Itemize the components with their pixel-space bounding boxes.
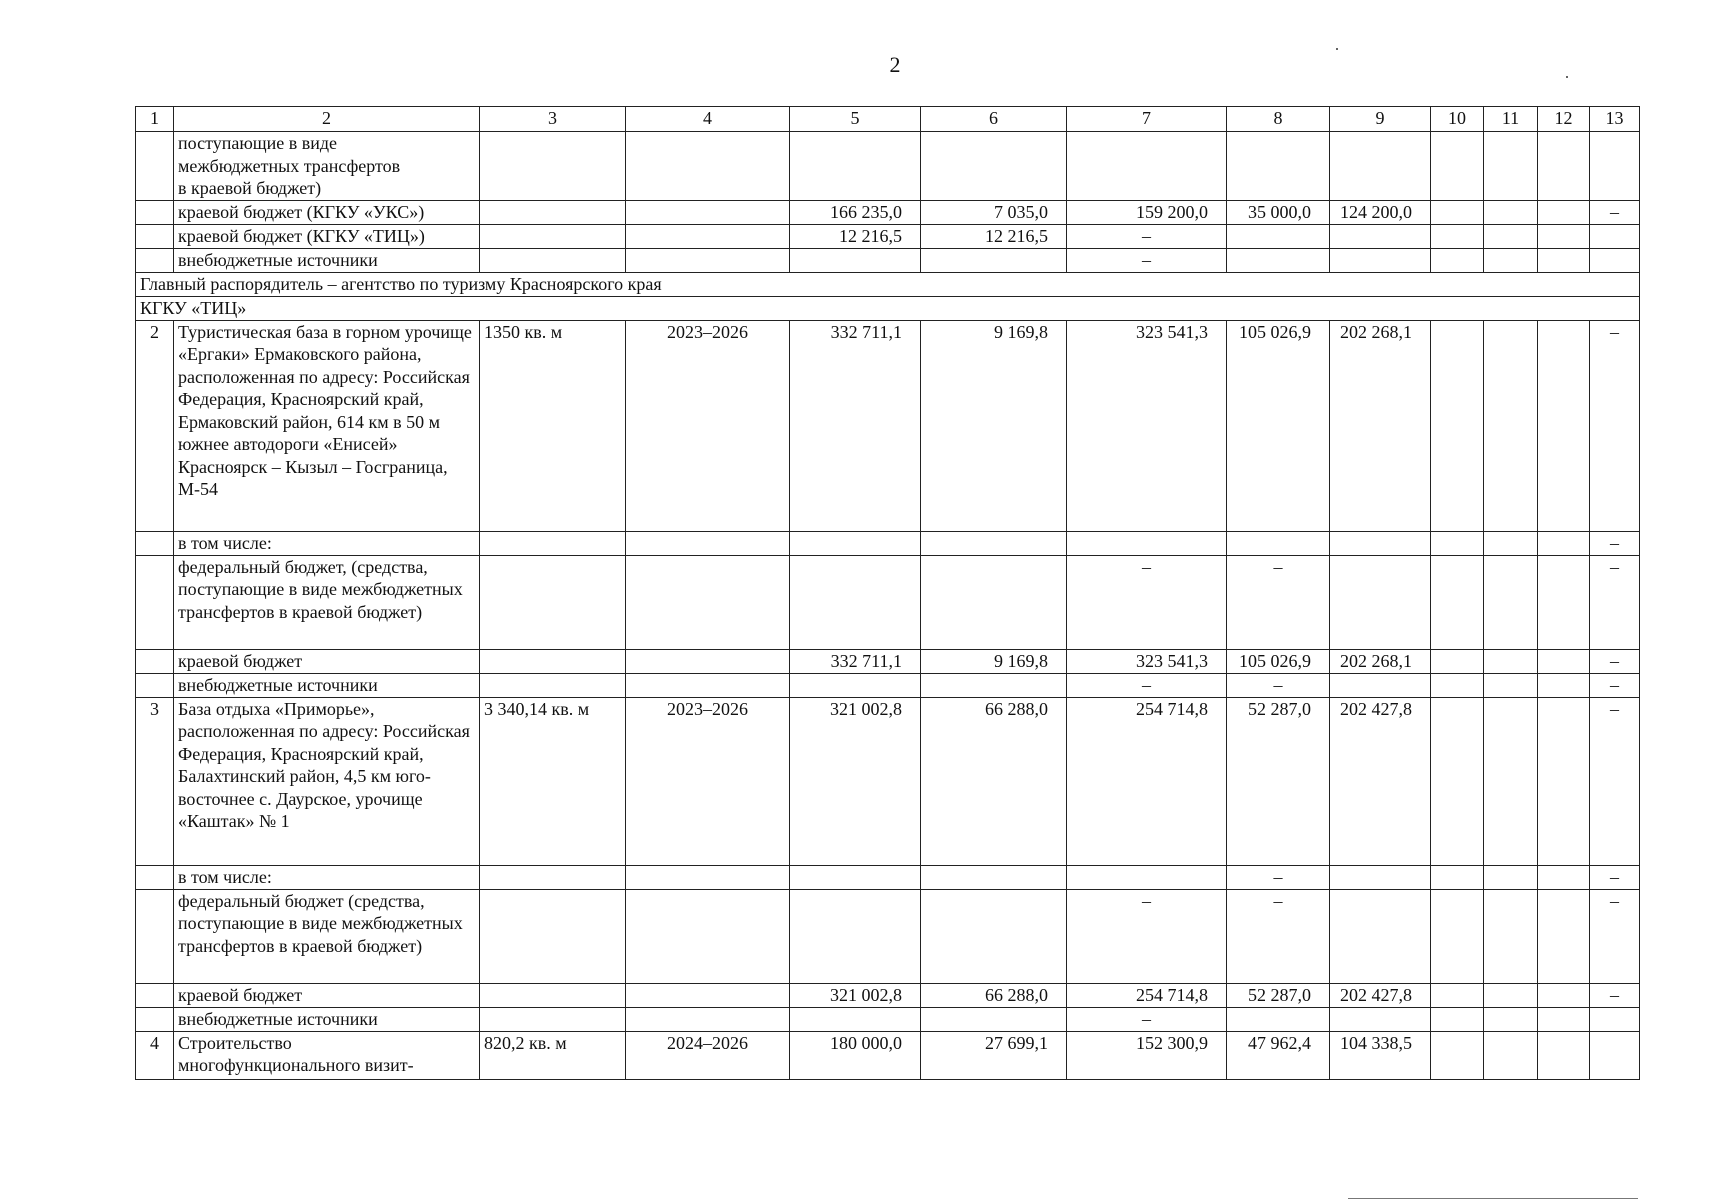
table-cell	[790, 1007, 921, 1031]
table-cell: 104 338,5	[1330, 1031, 1431, 1079]
table-cell	[626, 555, 790, 649]
table-cell	[626, 531, 790, 555]
table-cell	[921, 248, 1067, 272]
table-cell	[136, 555, 174, 649]
table-cell	[1538, 555, 1590, 649]
table-cell	[1484, 132, 1538, 201]
table-cell: в том числе:	[174, 531, 480, 555]
table-cell	[626, 889, 790, 983]
table-cell	[1484, 649, 1538, 673]
table-cell: 321 002,8	[790, 697, 921, 865]
table-cell	[1538, 673, 1590, 697]
table-cell: –	[1590, 320, 1640, 531]
table-cell	[790, 889, 921, 983]
table-cell	[1538, 889, 1590, 983]
table-cell: –	[1590, 697, 1640, 865]
table-cell	[136, 224, 174, 248]
table-cell: 152 300,9	[1067, 1031, 1227, 1079]
table-cell: 332 711,1	[790, 649, 921, 673]
table-cell	[1484, 673, 1538, 697]
table-cell: внебюджетные источники	[174, 1007, 480, 1031]
table-cell	[1484, 865, 1538, 889]
table-cell	[1431, 1031, 1484, 1079]
table-cell: –	[1590, 555, 1640, 649]
table-cell: краевой бюджет (КГКУ «ТИЦ»)	[174, 224, 480, 248]
table-cell	[480, 649, 626, 673]
section-heading: КГКУ «ТИЦ»	[136, 296, 1640, 320]
column-header: 13	[1590, 107, 1640, 132]
table-cell	[626, 649, 790, 673]
table-cell	[1330, 555, 1431, 649]
table-cell	[480, 889, 626, 983]
table-cell	[1227, 248, 1330, 272]
table-cell	[1538, 1031, 1590, 1079]
table-cell	[1484, 1031, 1538, 1079]
table-cell: 52 287,0	[1227, 697, 1330, 865]
table-cell	[1067, 132, 1227, 201]
budget-table	[135, 106, 1640, 1080]
table-cell	[1431, 865, 1484, 889]
table-cell	[136, 248, 174, 272]
table-cell	[1431, 132, 1484, 201]
column-header: 10	[1431, 107, 1484, 132]
table-cell	[1067, 865, 1227, 889]
table-cell	[1538, 200, 1590, 224]
table-cell: краевой бюджет (КГКУ «УКС»)	[174, 200, 480, 224]
table-row	[136, 531, 1640, 555]
table-cell: –	[1590, 649, 1640, 673]
column-header: 7	[1067, 107, 1227, 132]
table-cell: –	[1590, 983, 1640, 1007]
table-cell	[1538, 697, 1590, 865]
table-cell	[1538, 320, 1590, 531]
table-cell	[1484, 983, 1538, 1007]
table-cell: 1350 кв. м	[480, 320, 626, 531]
table-cell: 66 288,0	[921, 983, 1067, 1007]
table-cell	[480, 555, 626, 649]
table-cell	[136, 200, 174, 224]
table-row	[136, 272, 1640, 296]
table-row	[136, 983, 1640, 1007]
table-cell: внебюджетные источники	[174, 248, 480, 272]
table-row	[136, 1007, 1640, 1031]
table-cell	[1431, 555, 1484, 649]
table-cell	[1484, 889, 1538, 983]
column-header: 9	[1330, 107, 1431, 132]
table-cell	[921, 673, 1067, 697]
page-number: 2	[889, 52, 901, 77]
table-cell	[1067, 531, 1227, 555]
table-cell	[1227, 224, 1330, 248]
table-cell: 321 002,8	[790, 983, 921, 1007]
table-cell: 66 288,0	[921, 697, 1067, 865]
table-cell	[626, 673, 790, 697]
table-cell	[1431, 649, 1484, 673]
table-cell: 2023–2026	[626, 697, 790, 865]
table-row	[136, 673, 1640, 697]
table-cell: –	[1590, 889, 1640, 983]
table-cell: Туристическая база в горном урочище «Ергаки» Ермаковского района, расположенная по адресу: Российская Федерация, Красноярский край, Ермаковский район, 614 км в 50 м южнее автодороги «Енисей» Красноярск – Кызыл – Госграница, М-54	[174, 320, 480, 531]
table-cell: –	[1227, 673, 1330, 697]
table-cell	[1431, 1007, 1484, 1031]
table-cell	[1538, 865, 1590, 889]
table-cell: –	[1067, 224, 1227, 248]
table-cell	[1590, 1031, 1640, 1079]
table-cell: 180 000,0	[790, 1031, 921, 1079]
table-cell	[1330, 531, 1431, 555]
table-cell: Строительство многофункционального визит-	[174, 1031, 480, 1079]
table-cell: –	[1067, 248, 1227, 272]
table-cell	[1431, 983, 1484, 1007]
table-cell: 12 216,5	[921, 224, 1067, 248]
section-heading: Главный распорядитель – агентство по туризму Красноярского края	[136, 272, 1640, 296]
table-cell: 105 026,9	[1227, 649, 1330, 673]
column-header: 5	[790, 107, 921, 132]
scan-speck	[1566, 76, 1568, 78]
table-cell	[1538, 224, 1590, 248]
table-cell	[626, 200, 790, 224]
table-cell	[136, 132, 174, 201]
table-cell	[136, 889, 174, 983]
table-cell: 2023–2026	[626, 320, 790, 531]
table-cell	[1431, 673, 1484, 697]
table-cell	[136, 673, 174, 697]
table-cell: федеральный бюджет, (средства, поступающие в виде межбюджетных трансфертов в краевой бюджет)	[174, 555, 480, 649]
table-cell: поступающие в виде межбюджетных трансфертов в краевой бюджет)	[174, 132, 480, 201]
table-cell: 7 035,0	[921, 200, 1067, 224]
table-cell	[1227, 132, 1330, 201]
table-cell: –	[1067, 555, 1227, 649]
table-cell	[790, 555, 921, 649]
table-row	[136, 132, 1640, 201]
table-cell	[1330, 889, 1431, 983]
table-cell	[1431, 889, 1484, 983]
table-cell: –	[1067, 1007, 1227, 1031]
table-cell: 323 541,3	[1067, 649, 1227, 673]
table-cell	[480, 865, 626, 889]
table-cell: в том числе:	[174, 865, 480, 889]
table-cell	[626, 983, 790, 1007]
table-cell	[1538, 531, 1590, 555]
table-cell	[1227, 1007, 1330, 1031]
table-cell	[1484, 697, 1538, 865]
table-cell	[790, 531, 921, 555]
table-cell: База отдыха «Приморье», расположенная по адресу: Российская Федерация, Красноярский край, Балахтинский район, 4,5 км юго-восточнее с. Даурское, урочище «Каштак» № 1	[174, 697, 480, 865]
table-cell: 202 268,1	[1330, 320, 1431, 531]
table-cell	[1431, 224, 1484, 248]
table-cell: –	[1590, 865, 1640, 889]
table-cell	[790, 865, 921, 889]
table-row	[136, 649, 1640, 673]
table-cell: 166 235,0	[790, 200, 921, 224]
table-cell	[1431, 200, 1484, 224]
table-cell: –	[1227, 865, 1330, 889]
table-cell: 12 216,5	[790, 224, 921, 248]
table-cell	[480, 132, 626, 201]
table-cell	[626, 248, 790, 272]
table-cell	[1227, 531, 1330, 555]
column-header: 4	[626, 107, 790, 132]
column-header: 3	[480, 107, 626, 132]
table-cell	[921, 555, 1067, 649]
table-cell	[790, 132, 921, 201]
table-cell: 332 711,1	[790, 320, 921, 531]
table-cell	[1484, 320, 1538, 531]
table-cell: 35 000,0	[1227, 200, 1330, 224]
table-cell	[480, 673, 626, 697]
table-cell: 9 169,8	[921, 649, 1067, 673]
table-cell	[136, 531, 174, 555]
table-cell: –	[1227, 889, 1330, 983]
table-cell	[1330, 132, 1431, 201]
column-header: 1	[136, 107, 174, 132]
footer-line	[1348, 1198, 1638, 1199]
table-cell: 254 714,8	[1067, 697, 1227, 865]
column-header: 11	[1484, 107, 1538, 132]
table-cell	[1431, 697, 1484, 865]
table-cell	[1330, 673, 1431, 697]
table-cell	[1330, 224, 1431, 248]
table-cell	[1484, 1007, 1538, 1031]
scan-speck	[1336, 48, 1338, 50]
table-cell	[1484, 555, 1538, 649]
table-cell	[480, 248, 626, 272]
table-cell	[1590, 224, 1640, 248]
table-row	[136, 296, 1640, 320]
table-cell: 202 427,8	[1330, 983, 1431, 1007]
table-cell: 9 169,8	[921, 320, 1067, 531]
column-header: 2	[174, 107, 480, 132]
table-cell	[1590, 248, 1640, 272]
table-cell: краевой бюджет	[174, 983, 480, 1007]
table-cell: 202 427,8	[1330, 697, 1431, 865]
table-cell	[921, 889, 1067, 983]
table-cell: 52 287,0	[1227, 983, 1330, 1007]
table-row	[136, 697, 1640, 865]
table-cell	[136, 1007, 174, 1031]
table-row	[136, 200, 1640, 224]
table-cell	[1431, 248, 1484, 272]
table-cell	[921, 865, 1067, 889]
table-cell	[626, 1007, 790, 1031]
table-cell	[1431, 320, 1484, 531]
table-cell	[626, 132, 790, 201]
table-cell: внебюджетные источники	[174, 673, 480, 697]
table-cell: 2	[136, 320, 174, 531]
table-cell: –	[1227, 555, 1330, 649]
table-cell	[921, 1007, 1067, 1031]
table-row	[136, 889, 1640, 983]
column-header: 12	[1538, 107, 1590, 132]
table-cell: 3	[136, 697, 174, 865]
table-cell	[626, 865, 790, 889]
table-cell	[1538, 1007, 1590, 1031]
table-cell: 159 200,0	[1067, 200, 1227, 224]
table-cell	[1330, 1007, 1431, 1031]
table-cell	[1431, 531, 1484, 555]
table-cell	[1484, 224, 1538, 248]
table-cell	[1538, 649, 1590, 673]
table-row	[136, 1031, 1640, 1079]
table-cell: –	[1590, 200, 1640, 224]
table-cell: 47 962,4	[1227, 1031, 1330, 1079]
table-cell	[136, 983, 174, 1007]
table-cell: –	[1590, 673, 1640, 697]
table-cell: 820,2 кв. м	[480, 1031, 626, 1079]
table-row	[136, 555, 1640, 649]
table-cell	[1538, 248, 1590, 272]
table-cell: 3 340,14 кв. м	[480, 697, 626, 865]
table-row	[136, 320, 1640, 531]
table-cell: 27 699,1	[921, 1031, 1067, 1079]
header-row	[136, 107, 1640, 132]
table-cell	[1330, 865, 1431, 889]
table-cell	[1484, 200, 1538, 224]
table-cell	[921, 531, 1067, 555]
table-row	[136, 248, 1640, 272]
table-cell	[480, 200, 626, 224]
table-cell	[480, 224, 626, 248]
table-cell	[626, 224, 790, 248]
table-cell	[1484, 531, 1538, 555]
table-cell	[790, 673, 921, 697]
table-cell	[1538, 132, 1590, 201]
column-header: 8	[1227, 107, 1330, 132]
table-cell	[1538, 983, 1590, 1007]
table-cell: федеральный бюджет (средства, поступающие в виде межбюджетных трансфертов в краевой бюджет)	[174, 889, 480, 983]
table-cell: 323 541,3	[1067, 320, 1227, 531]
table-cell	[136, 865, 174, 889]
table-cell: 254 714,8	[1067, 983, 1227, 1007]
table-cell: –	[1067, 889, 1227, 983]
table-cell	[921, 132, 1067, 201]
table-cell: краевой бюджет	[174, 649, 480, 673]
column-header: 6	[921, 107, 1067, 132]
table-cell	[1590, 1007, 1640, 1031]
table-row	[136, 224, 1640, 248]
table-cell	[480, 1007, 626, 1031]
table-cell	[790, 248, 921, 272]
table-row	[136, 865, 1640, 889]
table-cell	[480, 983, 626, 1007]
table-cell: –	[1067, 673, 1227, 697]
table-cell: 2024–2026	[626, 1031, 790, 1079]
table-cell: –	[1590, 531, 1640, 555]
table-cell: 4	[136, 1031, 174, 1079]
table-cell	[1484, 248, 1538, 272]
table-cell: 124 200,0	[1330, 200, 1431, 224]
table-cell	[136, 649, 174, 673]
table-cell	[1590, 132, 1640, 201]
table-cell: 202 268,1	[1330, 649, 1431, 673]
table-cell	[1330, 248, 1431, 272]
table-cell: 105 026,9	[1227, 320, 1330, 531]
table-cell	[480, 531, 626, 555]
